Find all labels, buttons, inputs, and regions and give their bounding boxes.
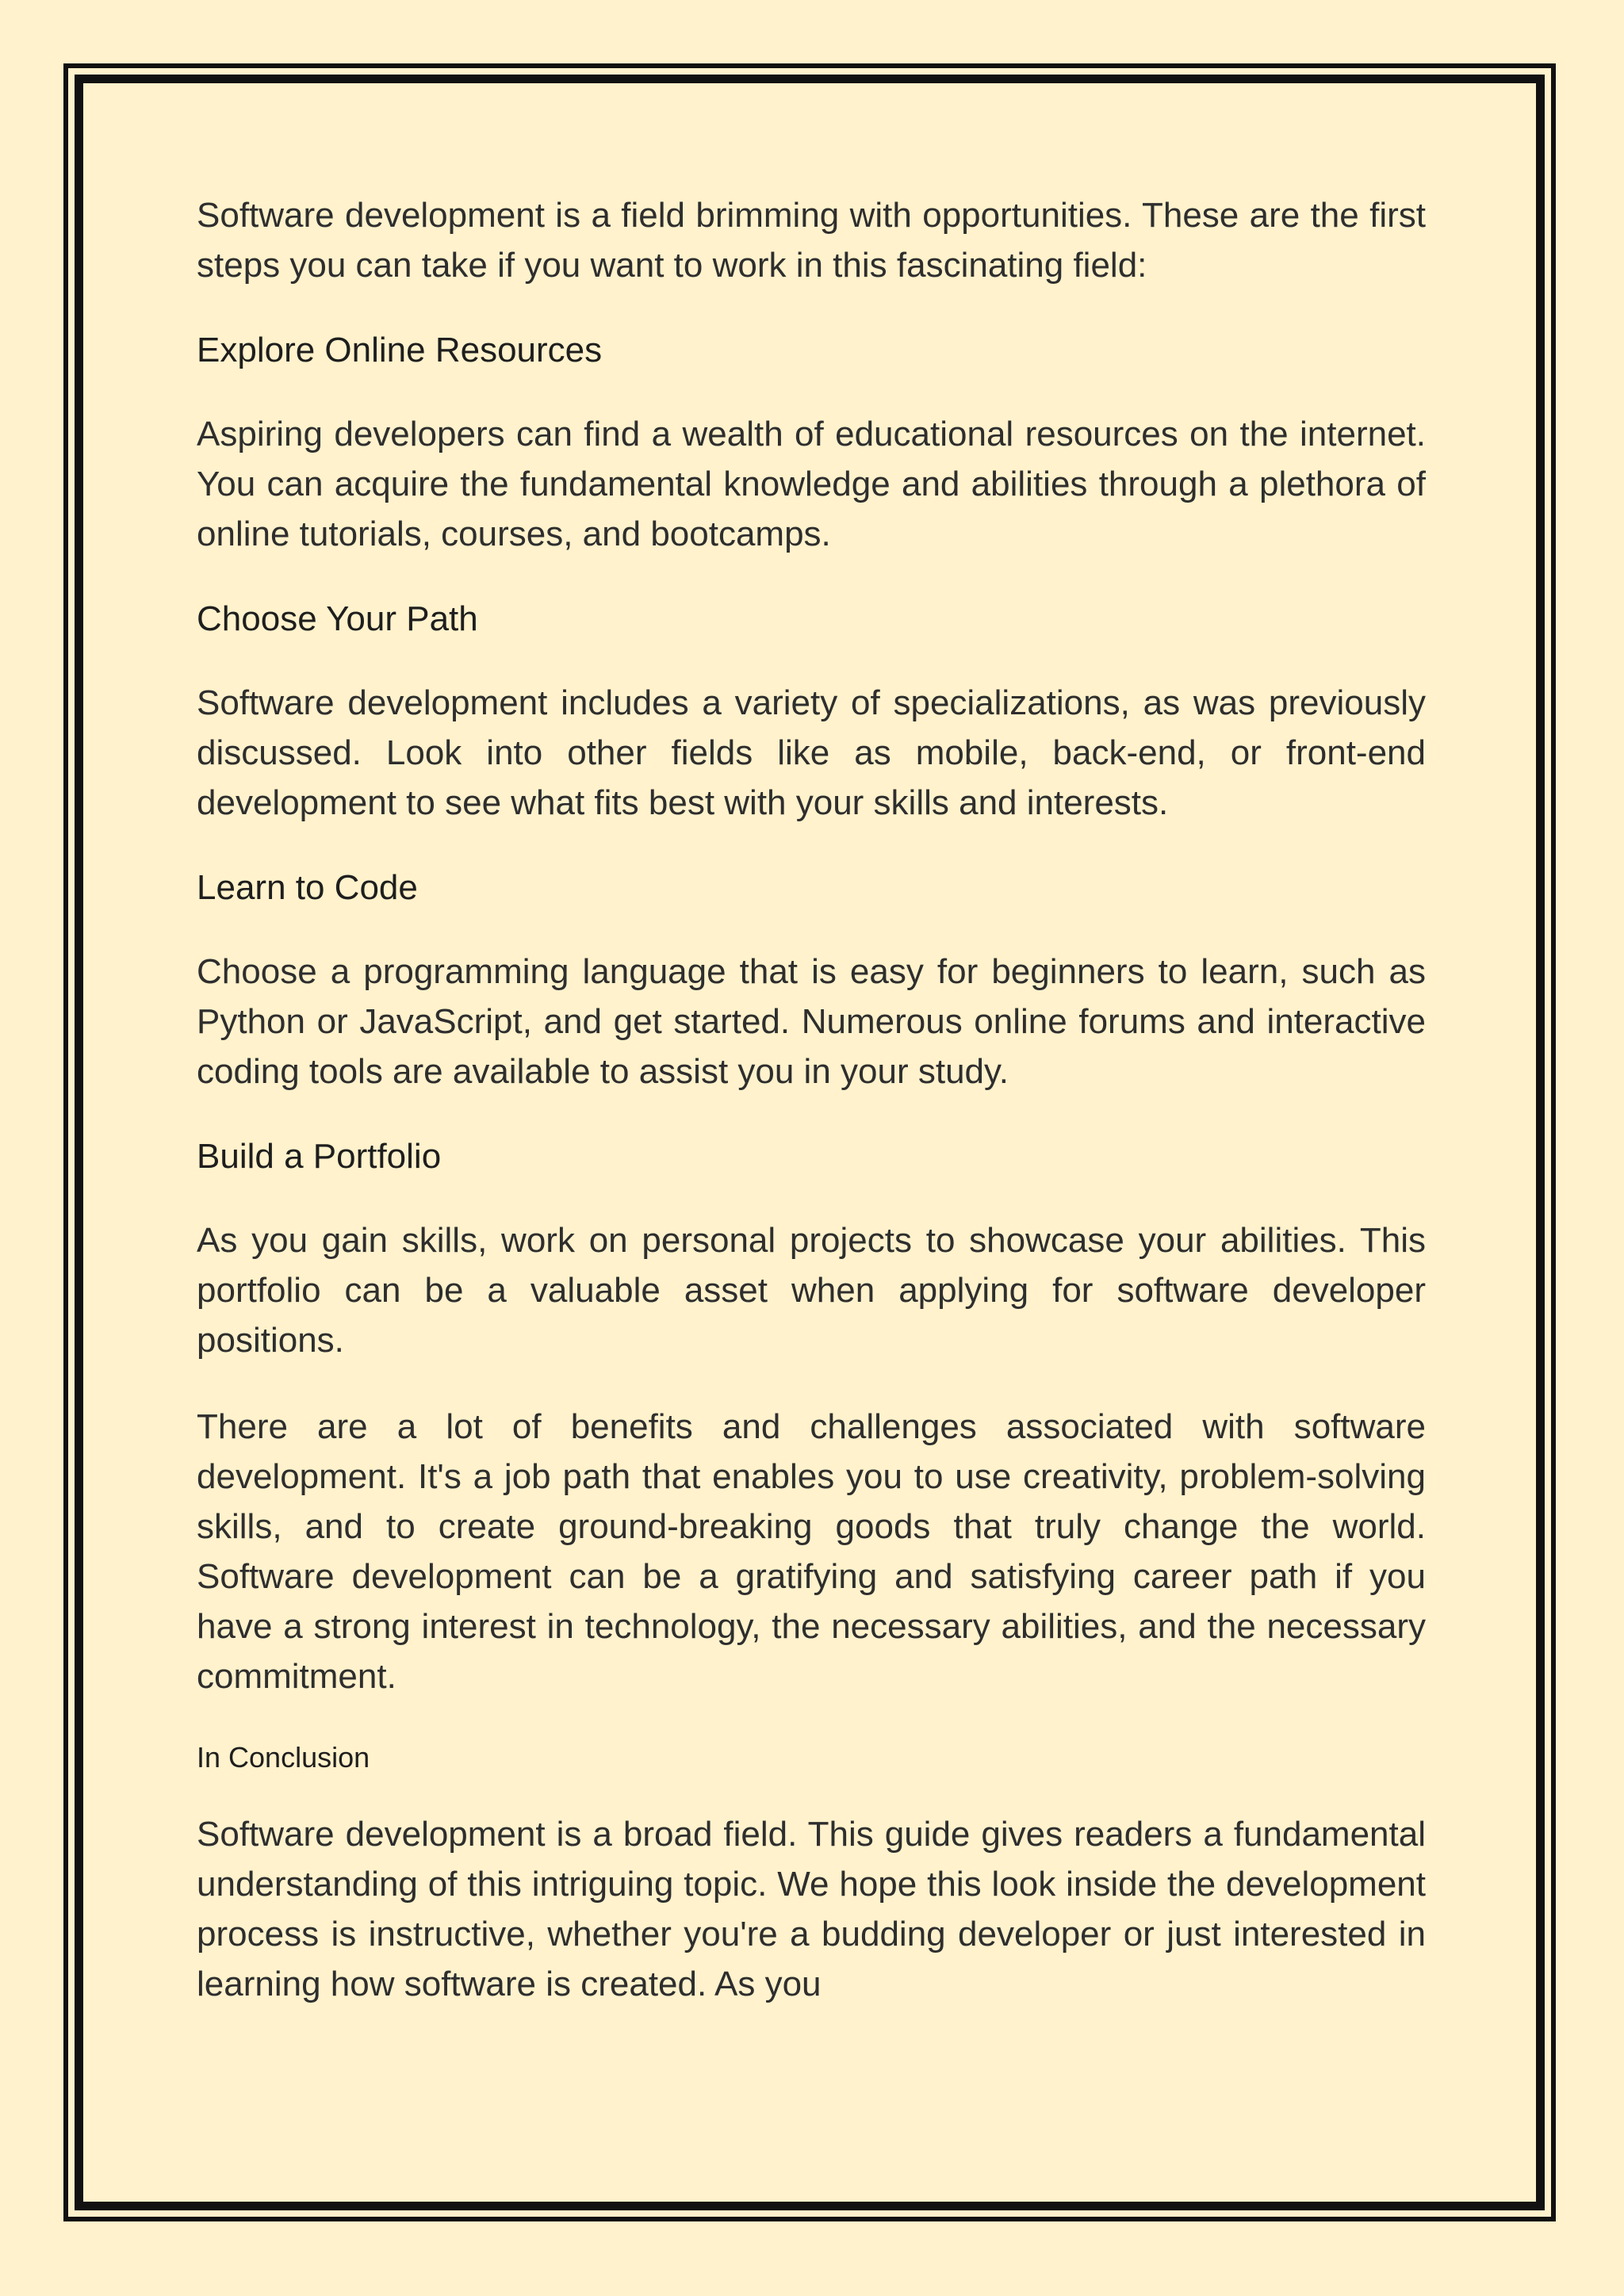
paragraph-learn-to-code: Choose a programming language that is easy for beginners to learn, such as Python or JavaScript, and get started. Numerous online forums and interactive coding tools are available to assist you in your study. bbox=[197, 952, 1426, 1091]
document-body bbox=[197, 190, 1426, 2045]
heading-choose-your-path: Choose Your Path bbox=[197, 599, 478, 638]
paragraph-explore-online-resources: Aspiring developers can find a wealth of educational resources on the internet. You can acquire the fundamental knowledge and abilities through a plethora of online tutorials, courses, and bootcamps. bbox=[197, 415, 1426, 553]
heading-explore-online-resources: Explore Online Resources bbox=[197, 331, 603, 369]
benefits-paragraph: There are a lot of benefits and challenges associated with software development. It's a job path that enables you to use creativity, problem-solving skills, and to create ground-breaking goods that truly change the world. Software development can be a gratifying and satisfying career path if you have a strong interest in technology, the necessary abilities, and the necessary commitment. bbox=[197, 1407, 1426, 1696]
intro-paragraph: Software development is a field brimming with opportunities. These are the first steps you can take if you want to work in this fascinating field: bbox=[197, 196, 1426, 285]
heading-build-a-portfolio: Build a Portfolio bbox=[197, 1137, 442, 1176]
heading-learn-to-code: Learn to Code bbox=[197, 868, 418, 907]
paragraph-choose-your-path: Software development includes a variety of specializations, as was previously discussed. Look into other fields like as mobile, back-end, or front-end development to see what fits best with your skills and interests. bbox=[197, 683, 1426, 822]
paragraph-build-a-portfolio: As you gain skills, work on personal projects to showcase your abilities. This portfolio can be a valuable asset when applying for software developer positions. bbox=[197, 1221, 1426, 1360]
heading-in-conclusion: In Conclusion bbox=[197, 1741, 370, 1774]
conclusion-paragraph: Software development is a broad field. This guide gives readers a fundamental understanding of this intriguing topic. We hope this look inside the development process is instructive, whether you're a budding developer or just interested in learning how software is created. As you bbox=[197, 1815, 1426, 2003]
